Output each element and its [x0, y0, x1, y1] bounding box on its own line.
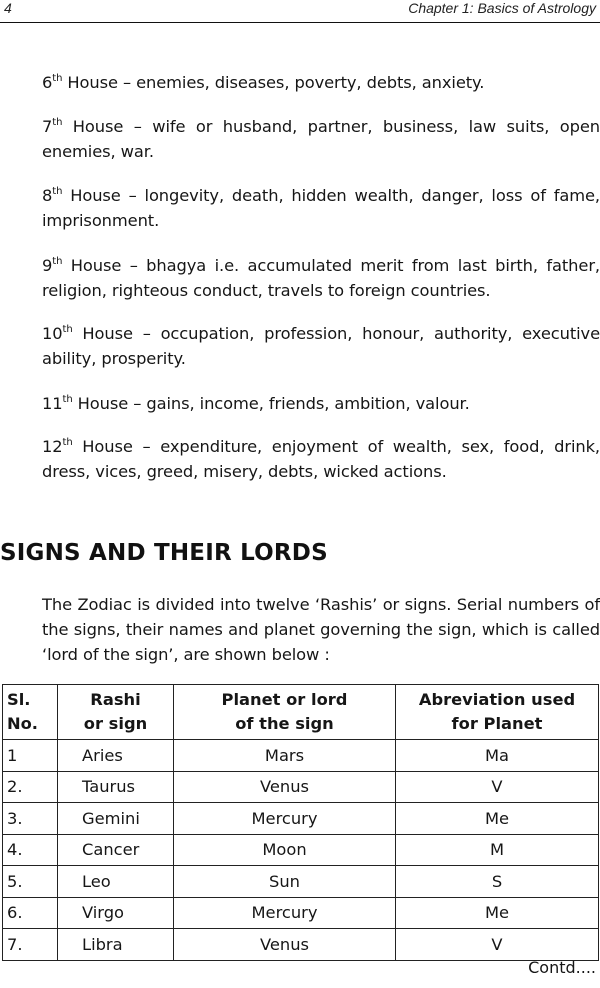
abbreviation-cell: V	[396, 771, 599, 803]
house-number: 8	[42, 186, 53, 205]
intro-paragraph: The Zodiac is divided into twelve ‘Rashis’ or signs. Serial numbers of the signs, their names and planet governing the sign, which is called ‘lord of the sign’, are shown below :	[42, 595, 600, 664]
table-header-row	[3, 685, 599, 740]
abbreviation-cell: Me	[396, 803, 599, 835]
house-description: House – enemies, diseases, poverty, debts, anxiety.	[62, 73, 485, 92]
serial-cell: 7.	[3, 929, 58, 961]
rashi-cell: Virgo	[58, 897, 174, 929]
house-number: 7	[42, 117, 53, 136]
house-9-paragraph	[0, 253, 600, 303]
planet-cell: Venus	[174, 929, 396, 961]
serial-cell: 2.	[3, 771, 58, 803]
ordinal-suffix: th	[52, 255, 63, 267]
section-heading: SIGNS AND THEIR LORDS	[0, 540, 328, 566]
house-number: 12	[42, 437, 63, 456]
planet-cell: Sun	[174, 866, 396, 898]
rashi-cell: Cancer	[58, 834, 174, 866]
abbreviation-cell: Ma	[396, 740, 599, 772]
house-12-paragraph	[0, 434, 600, 484]
house-description: House – gains, income, friends, ambition, valour.	[72, 394, 470, 413]
rashi-cell: Gemini	[58, 803, 174, 835]
rashi-cell: Aries	[58, 740, 174, 772]
table-row	[3, 897, 599, 929]
ordinal-suffix: th	[52, 72, 63, 84]
house-description: House – occupation, profession, honour, authority, executive ability, prosperity.	[42, 324, 600, 368]
table-row	[3, 929, 599, 961]
rashi-cell: Libra	[58, 929, 174, 961]
header-rashi: Rashi or sign	[58, 685, 174, 740]
ordinal-suffix: th	[62, 436, 73, 448]
house-number: 9	[42, 256, 53, 275]
signs-lords-table	[2, 684, 599, 961]
header-sl-no: Sl. No.	[3, 685, 58, 740]
house-description: House – wife or husband, partner, business, law suits, open enemies, war.	[42, 117, 600, 161]
serial-cell: 1	[3, 740, 58, 772]
house-6-paragraph	[0, 70, 600, 95]
ordinal-suffix: th	[52, 116, 63, 128]
table-row	[3, 803, 599, 835]
planet-cell: Mercury	[174, 897, 396, 929]
rashi-cell: Leo	[58, 866, 174, 898]
header-abbreviation: Abreviation used for Planet	[396, 685, 599, 740]
house-8-paragraph	[0, 183, 600, 233]
header-planet: Planet or lord of the sign	[174, 685, 396, 740]
house-10-paragraph	[0, 321, 600, 371]
house-7-paragraph	[0, 114, 600, 164]
header-rule	[0, 22, 600, 23]
planet-cell: Mercury	[174, 803, 396, 835]
house-number: 10	[42, 324, 63, 343]
table-row	[3, 834, 599, 866]
house-description: House – expenditure, enjoyment of wealth, sex, food, drink, dress, vices, greed, misery, debts, wicked actions.	[42, 437, 600, 481]
rashi-cell: Taurus	[58, 771, 174, 803]
house-number: 11	[42, 394, 63, 413]
abbreviation-cell: M	[396, 834, 599, 866]
house-description: House – longevity, death, hidden wealth, danger, loss of fame, imprisonment.	[42, 186, 600, 230]
abbreviation-cell: V	[396, 929, 599, 961]
page-header	[0, 0, 600, 22]
planet-cell: Mars	[174, 740, 396, 772]
abbreviation-cell: S	[396, 866, 599, 898]
house-description: House – bhagya i.e. accumulated merit from last birth, father, religion, righteous conduct, travels to foreign countries.	[42, 256, 600, 300]
serial-cell: 3.	[3, 803, 58, 835]
serial-cell: 5.	[3, 866, 58, 898]
page-number: 4	[4, 0, 12, 16]
ordinal-suffix: th	[62, 393, 73, 405]
table-row	[3, 771, 599, 803]
table-row	[3, 866, 599, 898]
planet-cell: Moon	[174, 834, 396, 866]
ordinal-suffix: th	[62, 323, 73, 335]
table-row	[3, 740, 599, 772]
serial-cell: 4.	[3, 834, 58, 866]
chapter-title: Chapter 1: Basics of Astrology	[408, 0, 596, 16]
house-number: 6	[42, 73, 53, 92]
serial-cell: 6.	[3, 897, 58, 929]
ordinal-suffix: th	[52, 185, 63, 197]
abbreviation-cell: Me	[396, 897, 599, 929]
house-11-paragraph	[0, 391, 600, 416]
planet-cell: Venus	[174, 771, 396, 803]
continued-note: Contd....	[528, 958, 596, 977]
